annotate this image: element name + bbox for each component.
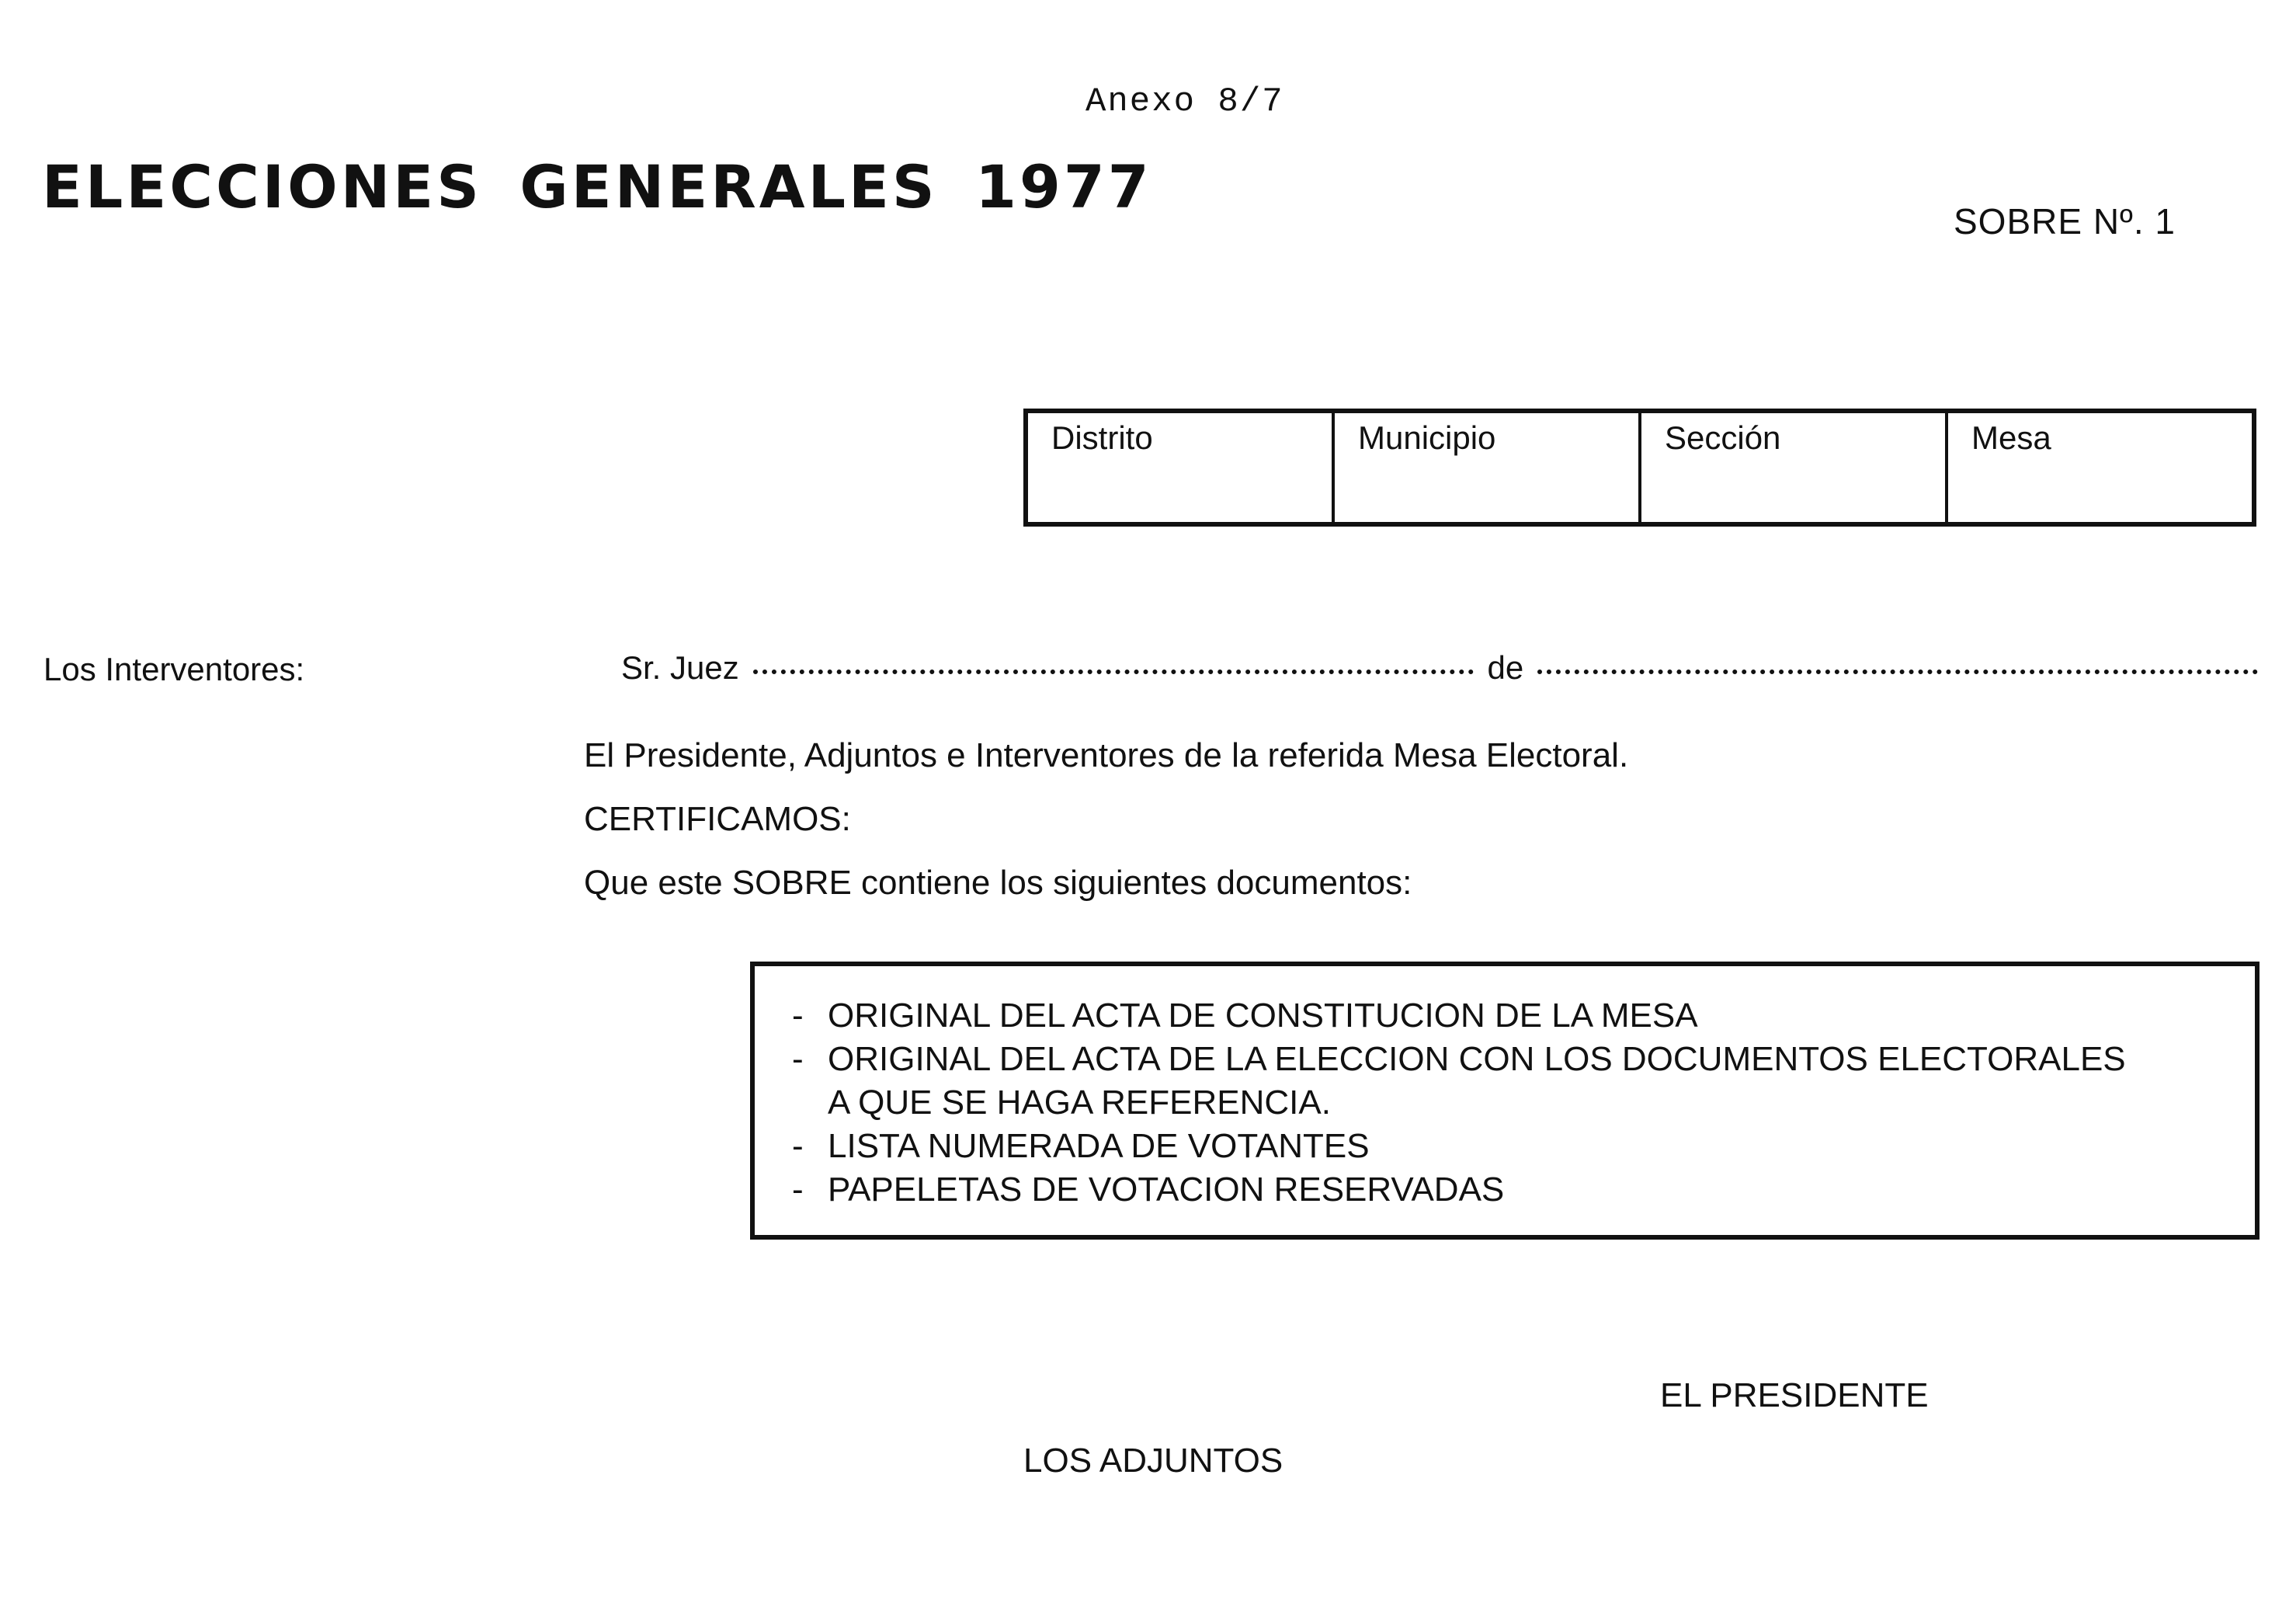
statement-line: El Presidente, Adjuntos e Interventores de la referida Mesa Electoral. [584,736,1629,774]
judge-connector: de [1487,649,1524,686]
judge-place-blank [1537,670,2258,674]
list-item [792,1125,2255,1168]
documents-box [750,962,2260,1240]
list-dash: - [792,997,804,1035]
document-title: ELECCIONES GENERALES 1977 [42,152,1152,221]
certify-heading: CERTIFICAMOS: [584,800,851,838]
list-item-continuation [792,1081,2255,1125]
grid-cell-municipio: Municipio [1335,413,1641,522]
list-item-text: A QUE SE HAGA REFERENCIA. [828,1083,1331,1122]
list-item-text: ORIGINAL DEL ACTA DE LA ELECCION CON LOS DOCUMENTOS ELECTORALES [828,1040,2126,1078]
location-grid [1023,409,2256,527]
list-item-text: PAPELETAS DE VOTACION RESERVADAS [828,1170,1505,1209]
list-item [792,1038,2255,1081]
signature-adjuntos: LOS ADJUNTOS [1023,1442,1283,1480]
list-dash: - [792,1170,804,1209]
list-item [792,1168,2255,1212]
list-dash: - [792,1127,804,1165]
judge-prefix: Sr. Juez [621,649,739,686]
list-item [792,994,2255,1038]
interventores-label: Los Interventores: [43,651,305,687]
grid-cell-distrito: Distrito [1028,413,1335,522]
statement-contents: Que este SOBRE contiene los siguientes documentos: [584,864,1412,902]
list-item-text: LISTA NUMERADA DE VOTANTES [828,1127,1370,1165]
grid-cell-mesa: Mesa [1971,419,2051,456]
list-dash: - [792,1040,804,1078]
grid-cell-seccion: Sección [1641,413,1948,522]
envelope-number: SOBRE Nº. 1 [1954,201,2176,242]
list-item-text: ORIGINAL DEL ACTA DE CONSTITUCION DE LA MESA [828,997,1698,1035]
signature-presidente: EL PRESIDENTE [1660,1376,1929,1414]
judge-line [621,649,2258,687]
annex-label: Anexo 8/7 [1085,82,1284,121]
judge-name-blank [753,670,1474,674]
